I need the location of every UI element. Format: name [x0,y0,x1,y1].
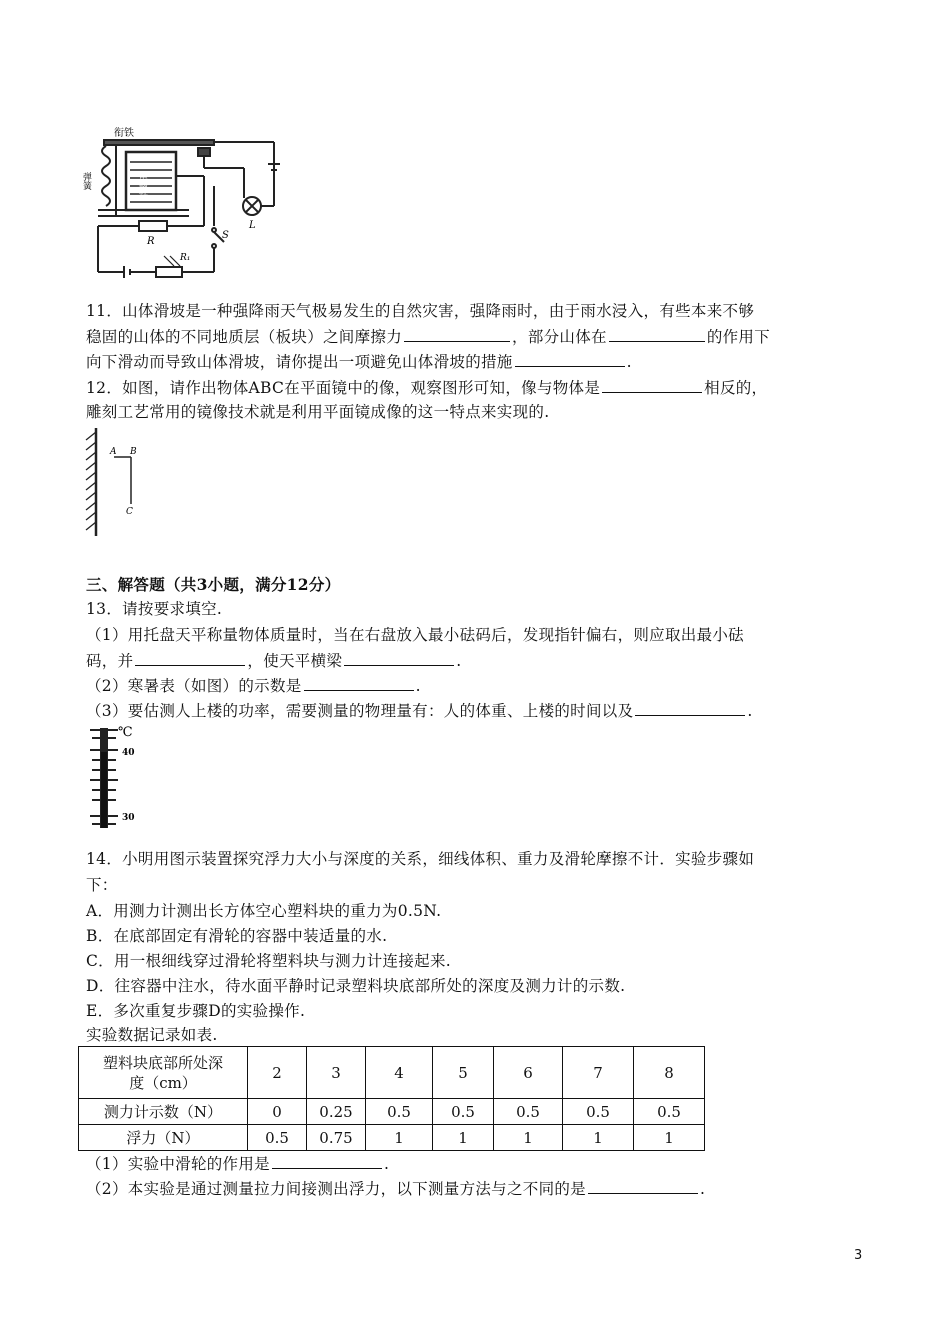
q14-line2: 下： [86,876,118,894]
table-cell: 2 [248,1047,307,1099]
label-A: A [110,447,117,457]
q14-text-b: . [383,1155,390,1173]
page-number: 3 [854,1248,863,1263]
header-line2: 度（cm） [129,1073,197,1092]
q14-blank-2[interactable] [588,1177,698,1194]
thermometer-figure [88,722,158,834]
thermo-unit: ℃ [118,725,133,740]
table-cell: 0.5 [563,1099,634,1125]
thermo-tick-40: 40 [122,748,135,758]
q13-intro: 13．请按要求填空. [86,600,223,618]
table-cell: 4 [366,1047,433,1099]
q12-blank[interactable] [602,376,702,393]
q13-text-f: （3）要估测人上楼的功率，需要测量的物理量有：人的体重、上楼的时间以及 [86,702,634,720]
q14-step-b: B．在底部固定有滑轮的容器中装适量的水. [86,927,388,945]
q11-line2 [86,325,770,348]
label-Rx: R₁ [180,253,191,263]
table-cell: 0.75 [307,1125,366,1151]
q13-text-c: . [456,652,462,670]
q11-blank-measure[interactable] [515,350,625,367]
q11-text-c: 的作用下 [706,328,771,346]
q13-p1-line1: （1）用托盘天平称量物体质量时，当在右盘放入最小砝码后，发现指针偏右，则应取出最小砝 [86,626,744,644]
table-cell: 7 [563,1047,634,1099]
table-cell: 1 [563,1125,634,1151]
table-cell: 5 [433,1047,494,1099]
q13-blank-3[interactable] [304,674,414,691]
table-cell: 1 [634,1125,705,1151]
q13-p2 [86,674,421,697]
q13-text-d: （2）寒暑表（如图）的示数是 [86,677,302,695]
table-cell: 0.5 [494,1099,563,1125]
q13-p3 [86,699,753,722]
q14-blank-1[interactable] [272,1152,382,1169]
label-magnet: 电磁铁 [137,172,147,199]
q13-text-g: . [747,702,753,720]
table-cell: 8 [634,1047,705,1099]
q11-line1: 11．山体滑坡是一种强降雨天气极易发生的自然灾害，强降雨时，由于雨水浸入，有些本来不够 [86,302,755,320]
table-cell: 3 [307,1047,366,1099]
q14-step-e: E．多次重复步骤D的实验操作. [86,1002,306,1020]
q11-text-b: ，部分山体在 [512,328,607,346]
table-cell: 0 [248,1099,307,1125]
q12-line2: 雕刻工艺常用的镜像技术就是利用平面镜成像的这一特点来实现的. [86,403,550,421]
relay-circuit-figure [81,126,284,276]
q13-blank-1[interactable] [135,649,245,666]
header-line1: 塑料块底部所处深 [102,1053,223,1072]
table-header-cell [79,1047,248,1099]
q12-text-b: 相反的， [704,379,768,397]
table-cell: 1 [366,1125,433,1151]
q14-text-c: （2）本实验是通过测量拉力间接测出浮力，以下测量方法与之不同的是 [86,1180,586,1198]
q11-blank-force[interactable] [609,325,705,342]
q13-text-b: ，使天平横梁 [247,652,343,670]
table-row-label: 测力计示数（N） [79,1099,248,1125]
q11-line3 [86,350,632,373]
q14-text-d: . [699,1180,706,1198]
q12-text-a: 12．如图，请作出物体ABC在平面镜中的像，观察图形可知，像与物体是 [86,379,601,397]
label-spring: 弹簧 [81,172,91,190]
q13-p1-line2 [86,649,461,672]
q11-text-e: . [626,353,632,371]
table-row [79,1125,705,1151]
label-S: S [222,230,229,241]
table-cell: 1 [494,1125,563,1151]
thermo-tick-30: 30 [122,813,135,823]
table-cell: 0.5 [433,1099,494,1125]
label-C: C [126,507,133,517]
table-row [79,1047,705,1099]
table-cell: 1 [433,1125,494,1151]
mirror-figure [84,424,154,540]
table-cell: 0.5 [634,1099,705,1125]
label-R: R [147,236,155,247]
q14-q2 [86,1177,705,1200]
q13-blank-4[interactable] [635,699,745,716]
q14-step-c: C．用一根细线穿过滑轮将塑料块与测力计连接起来. [86,952,451,970]
q13-text-a: 码，并 [86,652,134,670]
label-armature: 衔铁 [114,128,134,139]
table-cell: 6 [494,1047,563,1099]
label-L: L [249,220,256,231]
q14-text-a: （1）实验中滑轮的作用是 [86,1155,270,1173]
q14-q1 [86,1152,389,1175]
q14-step-d: D．往容器中注水，待水面平静时记录塑料块底部所处的深度及测力计的示数. [86,977,626,995]
q14-step-a: A．用测力计测出长方体空心塑料块的重力为0.5N. [86,902,442,920]
table-row-label: 浮力（N） [79,1125,248,1151]
q11-text-a: 稳固的山体的不同地质层（板块）之间摩擦力 [86,328,403,346]
q11-text-d: 向下滑动而导致山体滑坡，请你提出一项避免山体滑坡的措施 [86,353,513,371]
section-3-title: 三、解答题（共3小题，满分12分） [86,575,341,594]
q13-text-e: . [415,677,421,695]
q11-blank-friction[interactable] [404,325,510,342]
q14-table-intro: 实验数据记录如表. [86,1026,218,1044]
data-table [78,1046,705,1151]
label-B: B [130,447,137,457]
q13-blank-2[interactable] [344,649,454,666]
q12-line1 [86,376,767,399]
table-cell: 0.5 [366,1099,433,1125]
table-cell: 0.25 [307,1099,366,1125]
q14-line1: 14．小明用图示装置探究浮力大小与深度的关系，细线体积、重力及滑轮摩擦不计．实验步骤如 [86,850,755,868]
table-cell: 0.5 [248,1125,307,1151]
table-row [79,1099,705,1125]
